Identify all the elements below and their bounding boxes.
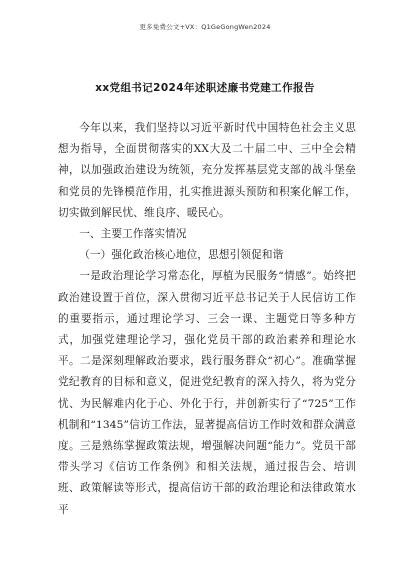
document-body — [58, 118, 356, 521]
section-heading: 一、主要工作落实情况 — [79, 228, 187, 241]
document-title: xx党组书记2024年述职述廉书党建工作报告 — [95, 82, 315, 94]
intro-paragraph: 今年以来，我们坚持以习近平新时代中国特色社会主义思想为指导，全面贯彻落实的XX大及二十届二中、三中全会精神，以加强政治建设为统领，充分发挥基层党支部的战斗堡垒和党员的先锋模范作用，扎实推进源头预防和积案化解工作，切实做到解民忧、维良序、暖民心。 — [58, 122, 356, 219]
subsection-heading: （一）强化政治核心地位，思想引领促和谐 — [79, 249, 284, 262]
body-paragraph: 一是政治理论学习常态化，厚植为民服务“情感”。始终把政治建设置于首位，深入贯彻习近平总书记关于人民信访工作的重要指示，通过理论学习、三会一课、主题党日等多种方式，加强党建理论学习，强化党员干部的政治素养和理论水平。二是深刻理解政治要求，践行服务群众“初心”。准确掌握党纪教育的目标和意义，促进党纪教育的深入持久，将为党分忧、为民解难内化于心、外化于行，并创新实行了“725”工作机制和“1345”信访工作法，显著提高信访工作时效和群众满意度。三是熟练掌握政策法规，增强解决问题“能力”。党员干部带头学习《信访工作条例》和相关法规，通过报告会、培训班、政策解读等形式，提高信访干部的政治理论和法律政策水平 — [58, 270, 356, 516]
header-promo-note: 更多免费公文+VX：Q1GeGongWen2024 — [139, 23, 271, 31]
